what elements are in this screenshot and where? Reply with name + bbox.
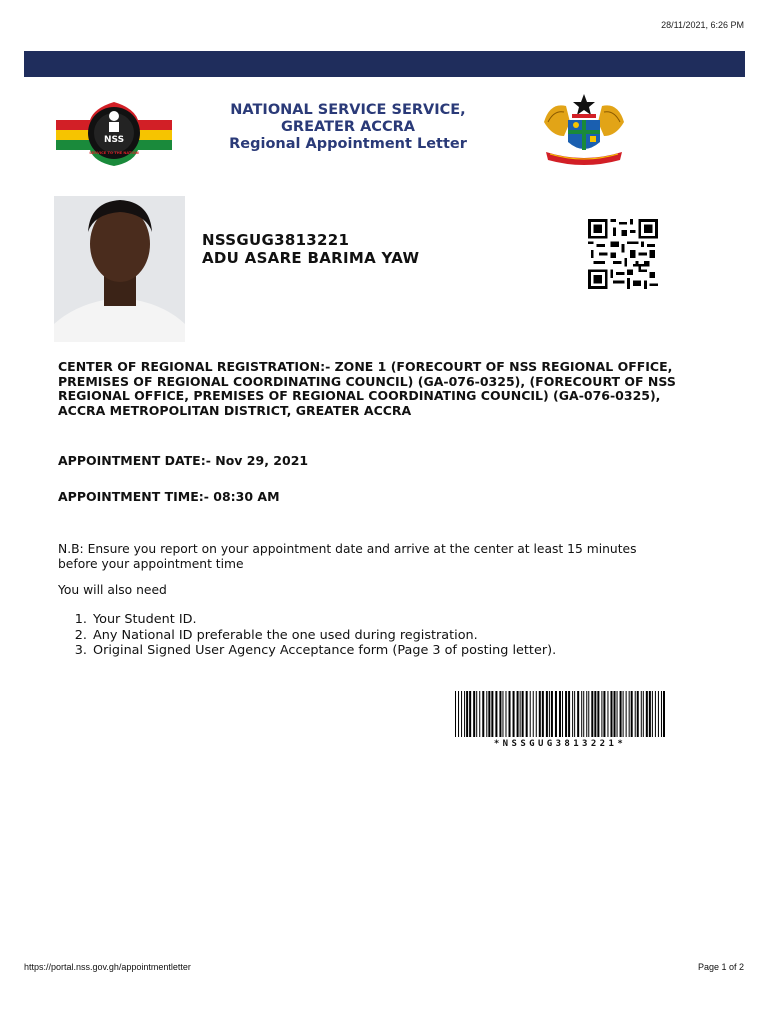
svg-text:NSS: NSS <box>103 135 125 145</box>
appointment-time: APPOINTMENT TIME:- 08:30 AM <box>58 489 280 504</box>
print-timestamp: 28/11/2021, 6:26 PM <box>661 20 744 30</box>
list-item: 2. Any National ID preferable the one used during registration. <box>74 627 478 643</box>
page-number: Page 1 of 2 <box>697 962 744 972</box>
nb-note: N.B: Ensure you report on your appointment date and arrive at the center at least 15 minutes before your appointment time <box>58 542 637 571</box>
list-item: 3. Original Signed User Agency Acceptance form (Page 3 of posting letter). <box>74 643 557 659</box>
registration-center: CENTER OF REGIONAL REGISTRATION:- ZONE 1 (FORECOURT OF NSS REGIONAL OFFICE, PREMISES OF REGIONAL COORDINATING COUNCIL) (GA-076-0325), (FORECOURT OF NSS REGIONAL OFFICE, PREMISES OF REGIONAL COORDINATING COUNCIL) (GA-076-0325), ACCRA METROPOLITAN DISTRICT, GREATER ACCRA <box>58 359 676 418</box>
header-title: Regional Appointment Letter <box>229 136 467 152</box>
ghana-coat-of-arms-icon <box>540 92 628 168</box>
letter-header <box>188 102 508 153</box>
qr-code <box>588 219 658 289</box>
appointment-date: APPOINTMENT DATE:- Nov 29, 2021 <box>58 453 309 468</box>
list-item: 1. Your Student ID. <box>74 612 197 627</box>
header-bar <box>24 51 745 77</box>
nss-logo-icon <box>56 98 172 168</box>
requirements-list <box>58 612 556 659</box>
barcode-text: *NSSGUG3813221* <box>493 739 627 749</box>
also-need-heading: You will also need <box>58 583 167 597</box>
svg-text:SERVICE TO THE NATION: SERVICE TO THE NATION <box>89 151 139 155</box>
applicant-info <box>202 231 419 267</box>
applicant-name: ADU ASARE BARIMA YAW <box>202 249 420 267</box>
footer-url: https://portal.nss.gov.gh/appointmentletter <box>24 962 191 972</box>
profile-photo <box>54 196 185 342</box>
header-line-1: NATIONAL SERVICE SERVICE, <box>230 102 466 118</box>
header-line-2: GREATER ACCRA <box>281 119 415 135</box>
nss-number: NSSGUG3813221 <box>202 231 350 249</box>
barcode <box>455 691 665 737</box>
